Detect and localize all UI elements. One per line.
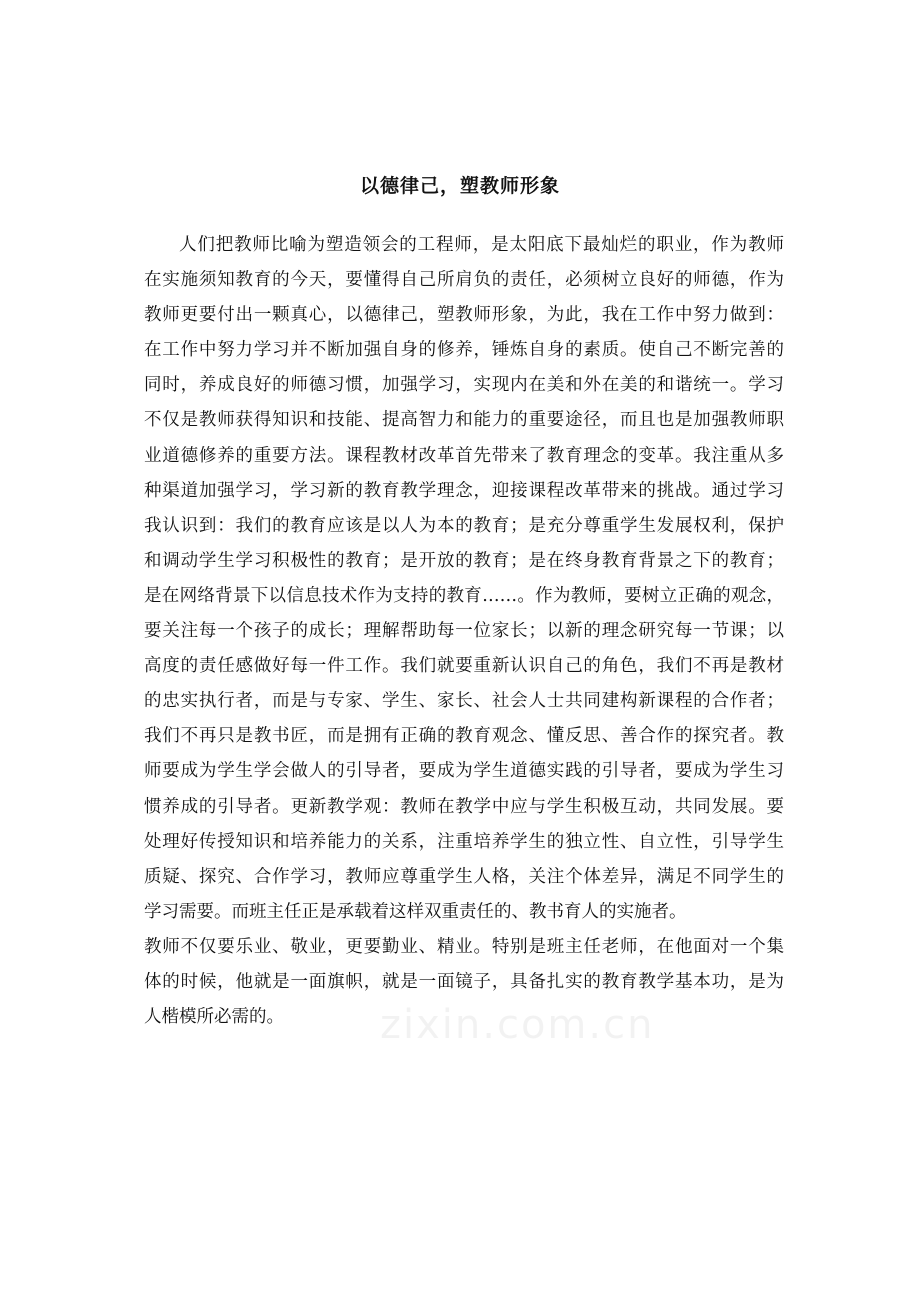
body-line: 体的时候，他就是一面旗帜，就是一面镜子，具备扎实的教育教学基本功，是为 [144, 971, 784, 992]
body-line: 是在网络背景下以信息技术作为支持的教育……。作为教师，要树立正确的观念， [144, 585, 784, 606]
body-line: 教师更要付出一颗真心，以德律己，塑教师形象，为此，我在工作中努力做到： [144, 305, 784, 326]
body-line: 在实施须知教育的今天，要懂得自己所肩负的责任，必须树立良好的师德，作为 [144, 270, 784, 291]
body-line: 我们不再只是教书匠，而是拥有正确的教育观念、懂反思、善合作的探究者。教 [144, 726, 784, 747]
body-line: 在工作中努力学习并不断加强自身的修养，锤炼自身的素质。使自己不断完善的 [144, 340, 784, 361]
watermark: zixin.com.cn [380, 1002, 655, 1048]
body-line: 的忠实执行者，而是与专家、学生、家长、社会人士共同建构新课程的合作者； [144, 691, 784, 712]
body-line: 人楷模所必需的。 [144, 1007, 284, 1028]
body-line: 处理好传授知识和培养能力的关系，注重培养学生的独立性、自立性，引导学生 [144, 831, 784, 852]
document-body [144, 228, 784, 1035]
body-line: 不仅是教师获得知识和技能、提高智力和能力的重要途径，而且也是加强教师职 [144, 410, 784, 431]
body-line: 同时，养成良好的师德习惯，加强学习，实现内在美和外在美的和谐统一。学习 [144, 375, 784, 396]
body-line: 质疑、探究、合作学习，教师应尊重学生人格，关注个体差异，满足不同学生的 [144, 866, 784, 887]
body-line: 要关注每一个孩子的成长；理解帮助每一位家长；以新的理念研究每一节课；以 [144, 621, 784, 642]
body-line: 教师不仅要乐业、敬业，更要勤业、精业。特别是班主任老师，在他面对一个集 [144, 936, 784, 957]
body-line: 惯养成的引导者。更新教学观：教师在教学中应与学生积极互动，共同发展。要 [144, 796, 784, 817]
body-line: 学习需要。而班主任正是承载着这样双重责任的、教书育人的实施者。 [144, 901, 687, 922]
body-line: 种渠道加强学习，学习新的教育教学理念，迎接课程改革带来的挑战。通过学习 [144, 480, 784, 501]
body-line: 人们把教师比喻为塑造领会的工程师，是太阳底下最灿烂的职业，作为教师 [179, 235, 784, 255]
body-line: 高度的责任感做好每一件工作。我们就要重新认识自己的角色，我们不再是教材 [144, 656, 784, 677]
body-line: 和调动学生学习积极性的教育；是开放的教育；是在终身教育背景之下的教育； [144, 550, 784, 571]
body-line: 业道德修养的重要方法。课程教材改革首先带来了教育理念的变革。我注重从多 [144, 445, 784, 466]
body-line: 师要成为学生学会做人的引导者，要成为学生道德实践的引导者，要成为学生习 [144, 761, 784, 782]
body-line: 我认识到：我们的教育应该是以人为本的教育；是充分尊重学生发展权利，保护 [144, 515, 784, 536]
document-title: 以德律己，塑教师形象 [359, 175, 560, 197]
